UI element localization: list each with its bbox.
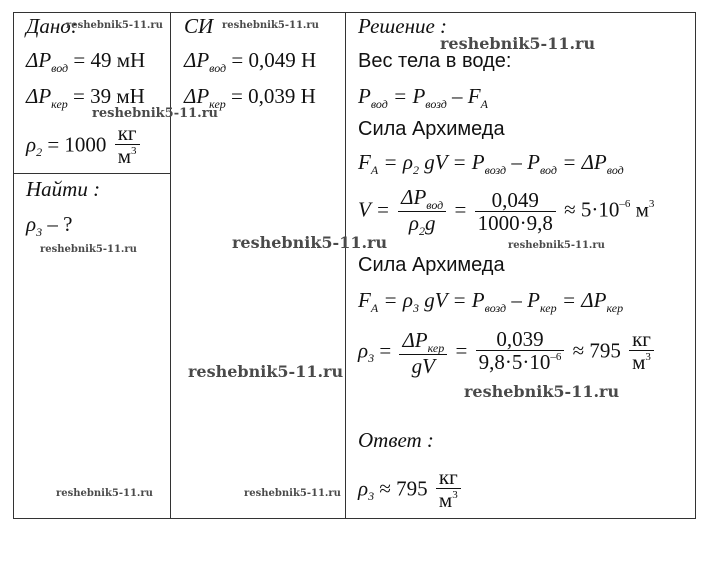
solution-header: Решение : <box>358 14 448 38</box>
watermark: reshebnik5-11.ru <box>40 244 137 255</box>
given-dp-water: $\Delta P_{вод} = 49$ мН <box>26 48 146 75</box>
watermark: reshebnik5-11.ru <box>440 34 596 53</box>
si-dp-water: $\Delta P_{вод} = 0,049$ Н <box>184 48 317 75</box>
equation-archimedes-kerosene: $F_A = \rho_3$ gV = $P_{возд} - P_{кер} = \Delta P_{кер}$ <box>358 288 624 315</box>
watermark: reshebnik5-11.ru <box>188 362 344 381</box>
given-rho2: $\rho_2 = 1000$ $\frac{кг}{м^3}$ <box>26 122 143 171</box>
answer-value: $\rho_3 \approx 795$ $\frac{кг}{м^3}$ <box>358 466 464 515</box>
solution-line-weight-in-water: Вес тела в воде: <box>358 50 512 72</box>
watermark: reshebnik5-11.ru <box>222 20 319 31</box>
watermark: reshebnik5-11.ru <box>508 240 605 251</box>
divider-si-solution <box>345 12 346 519</box>
solution-line-archimedes-2: Сила Архимеда <box>358 254 505 276</box>
find-rho3: $\rho_3$ – ? <box>26 212 73 239</box>
watermark: reshebnik5-11.ru <box>232 233 388 252</box>
equation-volume: V = $\frac{\Delta P_{вод}}{\rho_2g}$ = $\frac{0,049}{1000\cdot 9,8}$ ≈ $5\cdot 10^{-6}$ $м^3$ <box>358 185 655 238</box>
si-header: СИ <box>184 14 214 38</box>
equation-weight-in-water: $P_{вод} = P_{возд} - F_A$ <box>358 84 488 111</box>
find-header: Найти : <box>26 177 101 201</box>
equation-density: $\rho_3$ = $\frac{\Delta P_{кер}}{gV}$ = $\frac{0,039}{9,8\cdot 5\cdot 10^{-6}}$ ≈ 795 $\frac{кг}{м^3}$ <box>358 328 657 377</box>
divider-given-si <box>170 12 171 519</box>
watermark: reshebnik5-11.ru <box>244 488 341 499</box>
given-dp-kerosene: $\Delta P_{кер} = 39$ мН <box>26 84 145 111</box>
si-dp-kerosene: $\Delta P_{кер} = 0,039$ Н <box>184 84 316 111</box>
answer-header: Ответ : <box>358 428 434 452</box>
watermark: reshebnik5-11.ru <box>66 20 163 31</box>
watermark: reshebnik5-11.ru <box>464 382 620 401</box>
divider-given-find <box>13 173 171 174</box>
watermark: reshebnik5-11.ru <box>92 106 219 121</box>
watermark: reshebnik5-11.ru <box>56 488 153 499</box>
given-header: Дано: <box>26 14 78 38</box>
solution-line-archimedes-1: Сила Архимеда <box>358 118 505 140</box>
equation-archimedes-water: $F_A = \rho_2$ gV = $P_{возд} - P_{вод} = \Delta P_{вод}$ <box>358 150 624 177</box>
